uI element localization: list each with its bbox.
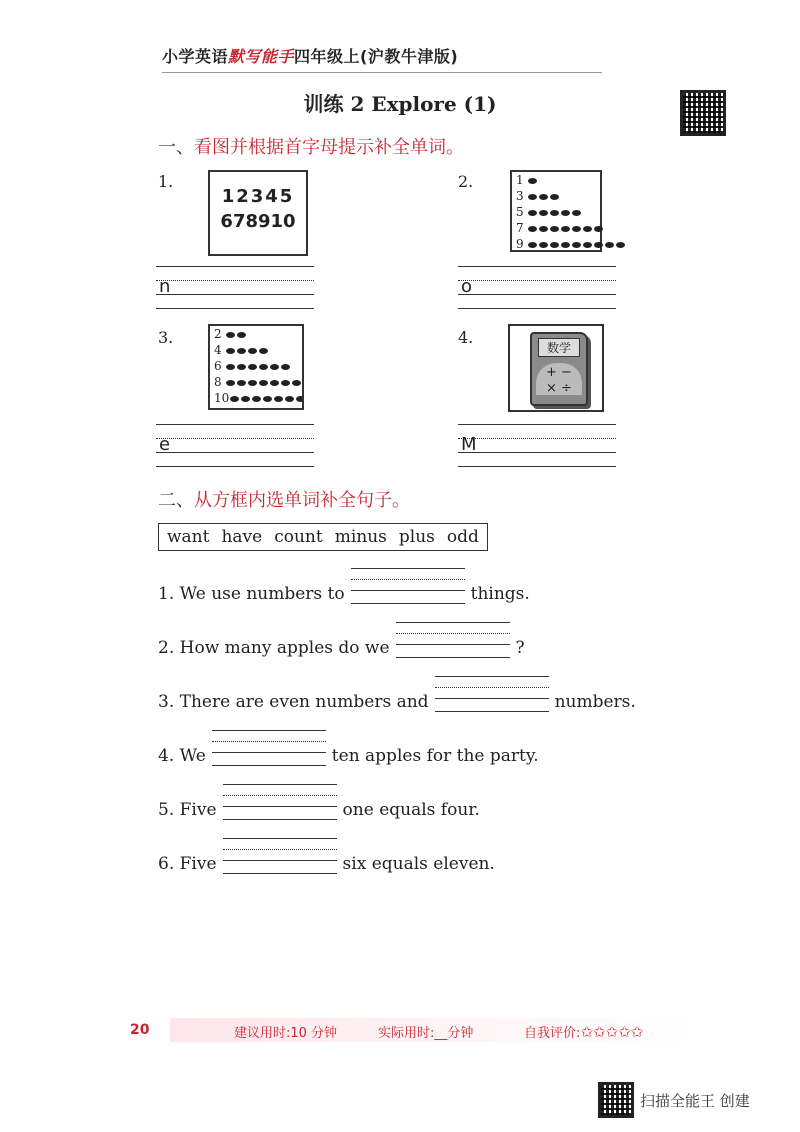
even-numbers-picture: 2 4 6 8 10 <box>208 324 304 410</box>
sentence-5: 5. Five one equals four. <box>158 784 480 820</box>
book-header <box>162 44 458 67</box>
hint-letter: n <box>159 276 171 297</box>
numbers-picture: 12345 678910 <box>208 170 308 256</box>
book-label: 数学 <box>538 338 580 357</box>
sentence-4: 4. We ten apples for the party. <box>158 730 539 766</box>
self-rating-label: 自我评价: <box>524 1026 581 1041</box>
math-book-picture <box>508 324 604 412</box>
sentence-1: 1. We use numbers to things. <box>158 568 530 604</box>
sentence-6: 6. Five six equals eleven. <box>158 838 495 874</box>
answer-blank[interactable] <box>435 676 549 712</box>
header-divider <box>162 72 602 73</box>
math-symbols: + − × ÷ <box>536 363 582 395</box>
hint-letter: o <box>461 276 473 297</box>
suggested-time: 建议用时:10 分钟 <box>234 1026 338 1041</box>
answer-line-4[interactable] <box>458 424 616 466</box>
header-prefix: 小学英语 <box>162 47 229 66</box>
word-option: minus <box>334 527 387 547</box>
word-option: count <box>274 527 323 547</box>
section-1-heading: 一、看图并根据首字母提示补全单词。 <box>158 137 464 158</box>
answer-blank[interactable] <box>212 730 326 766</box>
odd-numbers-picture: 1 3 5 7 9 <box>510 170 602 252</box>
hint-letter: e <box>159 434 171 455</box>
page-title: 训练 2 Explore (1) <box>303 92 497 116</box>
answer-line-1[interactable] <box>156 266 314 308</box>
pic-3-number: 3. <box>158 328 174 347</box>
answer-blank[interactable] <box>223 838 337 874</box>
hint-letter: M <box>461 434 477 455</box>
answer-blank[interactable] <box>223 784 337 820</box>
sentence-2: 2. How many apples do we ? <box>158 622 525 658</box>
answer-blank[interactable] <box>396 622 510 658</box>
word-option: plus <box>398 527 435 547</box>
watermark: 扫描全能王 创建 <box>640 1092 750 1110</box>
self-rating <box>524 1022 643 1041</box>
section-2-heading: 二、从方框内选单词补全句子。 <box>158 490 410 511</box>
word-option: want <box>167 527 210 547</box>
answer-line-3[interactable] <box>156 424 314 466</box>
answer-line-2[interactable] <box>458 266 616 308</box>
page-number: 20 <box>130 1022 150 1038</box>
rating-stars[interactable]: ✩✩✩✩✩ <box>580 1023 644 1041</box>
actual-time: 实际用时:__分钟 <box>378 1026 474 1041</box>
word-bank <box>158 523 488 551</box>
header-brand: 默写能手 <box>228 47 295 66</box>
pic-1-number: 1. <box>158 172 174 191</box>
answer-blank[interactable] <box>351 568 465 604</box>
word-option: have <box>221 527 263 547</box>
header-suffix: 四年级上(沪教牛津版) <box>294 47 459 66</box>
pic-2-number: 2. <box>458 172 474 191</box>
sentence-3: 3. There are even numbers and numbers. <box>158 676 636 712</box>
scanner-qr-icon <box>598 1082 634 1118</box>
pic-4-number: 4. <box>458 328 474 347</box>
word-option: odd <box>446 527 479 547</box>
